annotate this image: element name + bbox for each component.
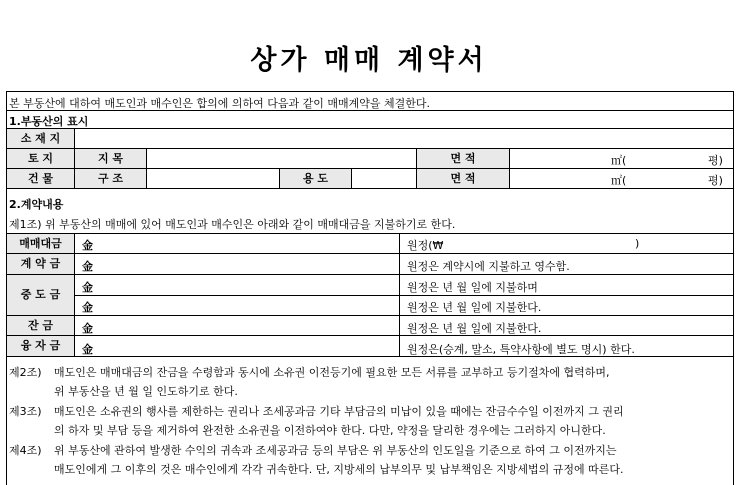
- divider: [351, 168, 352, 188]
- payment-label-deposit: 계 약 금: [7, 254, 74, 274]
- divider: [7, 188, 733, 189]
- divider: [74, 233, 75, 356]
- payment-desc-loan: 원정은(승계, 말소, 특약사항에 별도 명시) 한다.: [407, 343, 635, 356]
- payment-prefix: 金: [82, 343, 93, 356]
- payment-desc-total: 원정(₩: [407, 239, 444, 252]
- clause3-line1: 매도인은 소유권의 행사를 제한하는 권리나 조세공과금 기타 부담금의 미납이 있을 때에는 잔금수수일 이전까지 그 권리: [54, 405, 624, 418]
- payment-prefix: 金: [82, 239, 93, 252]
- section2-heading: 2.계약내용: [9, 198, 64, 211]
- building-label: 건 물: [7, 169, 74, 188]
- divider: [7, 128, 733, 129]
- building-area-label: 면 적: [417, 169, 509, 188]
- clause3-line2: 의 하자 및 부담 등을 제거하여 완전한 소유권을 이전하여야 한다. 다만, 약정을 달리한 경우에는 그러하지 아니한다.: [54, 424, 606, 437]
- payment-label-total: 매매대금: [7, 234, 74, 253]
- clause2-line2: 위 부동산을 년 월 일 인도하기로 한다.: [54, 385, 238, 398]
- divider: [7, 356, 733, 357]
- land-area-label: 면 적: [417, 149, 509, 168]
- payment-prefix: 金: [82, 260, 93, 273]
- structure-label: 구 조: [75, 169, 146, 188]
- intro-text: 본 부동산에 대하여 매도인과 매수인은 합의에 의하여 다음과 같이 매매계약을 체결한다.: [9, 97, 430, 110]
- clause3-number: 제3조): [9, 405, 42, 418]
- payment-label-balance: 잔 금: [7, 316, 74, 335]
- land-pyeong-unit: 평): [708, 154, 723, 167]
- payment-desc-interim-1: 원정은 년 월 일에 지불하며: [407, 281, 538, 294]
- divider: [146, 168, 147, 188]
- payment-prefix: 金: [82, 322, 93, 335]
- land-category-label: 지 목: [75, 149, 146, 168]
- land-area-unit: ㎡(: [611, 154, 627, 167]
- land-label: 토 지: [7, 149, 74, 168]
- divider: [7, 315, 733, 316]
- clause2-number: 제2조): [9, 366, 42, 379]
- divider: [146, 148, 147, 168]
- document-title: 상가 매매 계약서: [250, 45, 488, 76]
- payment-desc-balance: 원정은 년 월 일에 지불한다.: [407, 322, 542, 335]
- payment-desc-deposit: 원정은 계약시에 지불하고 영수함.: [407, 260, 570, 273]
- divider: [7, 274, 733, 275]
- payment-prefix: 金: [82, 281, 93, 294]
- payment-desc-total-end: ): [635, 237, 640, 250]
- divider: [509, 148, 510, 168]
- divider: [74, 295, 733, 296]
- clause4-line1: 위 부동산에 관하여 발생한 수익의 귀속과 조세공과금 등의 부담은 위 부동산의 인도일을 기준으로 하여 그 이전까지는: [54, 444, 617, 457]
- building-area-unit: ㎡(: [611, 174, 627, 187]
- payment-label-loan: 융 자 금: [7, 336, 74, 356]
- contract-form: [6, 91, 734, 485]
- divider: [7, 233, 733, 234]
- divider: [509, 168, 510, 188]
- divider: [399, 233, 400, 356]
- use-label: 용 도: [280, 169, 351, 188]
- clause4-line2: 매도인에게 그 이후의 것은 매수인에게 각각 귀속한다. 단, 지방세의 납부의무 및 납부책임은 지방세법의 규정에 따른다.: [54, 463, 624, 476]
- clause1-text: 제1조) 위 부동산의 매매에 있어 매도인과 매수인은 아래와 같이 매매대금을 지불하기로 한다.: [9, 218, 456, 231]
- divider: [74, 128, 75, 148]
- divider: [7, 110, 733, 111]
- location-label: 소 재 지: [7, 129, 74, 148]
- payment-desc-interim-2: 원정은 년 월 일에 지불한다.: [407, 301, 542, 314]
- payment-prefix: 金: [82, 301, 93, 314]
- section1-heading: 1.부동산의 표시: [9, 115, 89, 128]
- divider: [7, 253, 733, 254]
- clause2-line1: 매도인은 매매대금의 잔금을 수령함과 동시에 소유권 이전등기에 필요한 모든 서류를 교부하고 등기절차에 협력하며,: [54, 366, 610, 379]
- divider: [7, 335, 733, 336]
- clause4-number: 제4조): [9, 444, 42, 457]
- building-pyeong-unit: 평): [708, 174, 723, 187]
- payment-label-interim: 중 도 금: [7, 275, 74, 315]
